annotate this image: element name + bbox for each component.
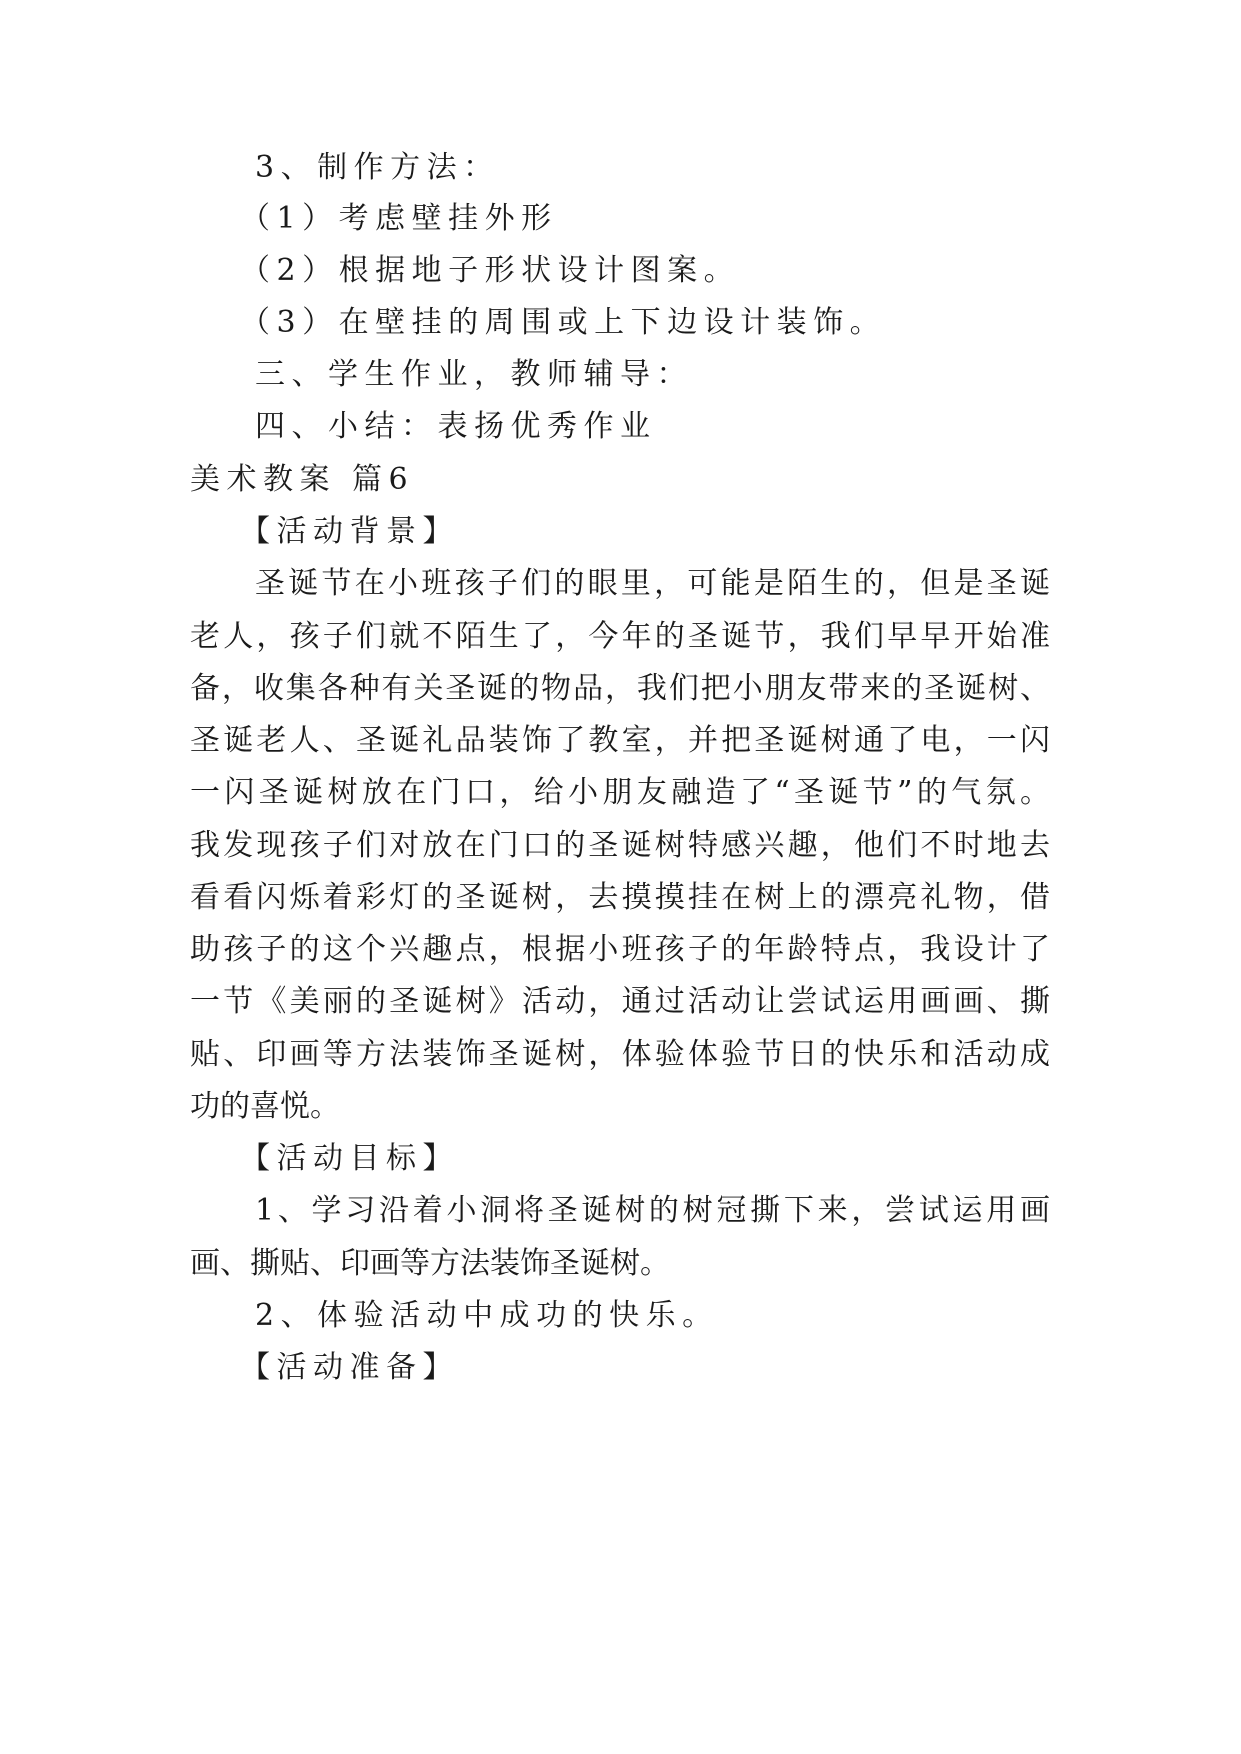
background-line-6: 我发现孩子们对放在门口的圣诞树特感兴趣，他们不时地去 <box>190 828 1050 863</box>
method-step-1: （1）考虑壁挂外形 <box>240 201 558 236</box>
method-heading: 3、制作方法： <box>255 150 500 185</box>
goal-1-line-1: 1、学习沿着小洞将圣诞树的树冠撕下来，尝试运用画 <box>255 1193 1050 1228</box>
background-line-5: 一闪圣诞树放在门口，给小朋友融造了“圣诞节”的气氛。 <box>190 775 1050 810</box>
method-step-2: （2）根据地子形状设计图案。 <box>240 253 741 288</box>
background-line-10: 贴、印画等方法装饰圣诞树，体验体验节日的快乐和活动成 <box>190 1037 1050 1072</box>
background-line-2: 老人，孩子们就不陌生了，今年的圣诞节，我们早早开始准 <box>190 619 1050 654</box>
background-line-11: 功的喜悦。 <box>190 1089 340 1124</box>
article-title: 美术教案 篇6 <box>190 462 415 497</box>
goal-2: 2、体验活动中成功的快乐。 <box>255 1298 719 1333</box>
background-line-8: 助孩子的这个兴趣点，根据小班孩子的年龄特点，我设计了 <box>190 932 1050 967</box>
background-heading: 【活动背景】 <box>240 514 459 549</box>
background-line-9: 一节《美丽的圣诞树》活动，通过活动让尝试运用画画、撕 <box>190 984 1050 1019</box>
section-3-heading: 三、学生作业，教师辅导： <box>255 357 693 392</box>
background-line-3: 备，收集各种有关圣诞的物品，我们把小朋友带来的圣诞树、 <box>190 671 1050 706</box>
background-line-4: 圣诞老人、圣诞礼品装饰了教室，并把圣诞树通了电，一闪 <box>190 723 1050 758</box>
background-line-7: 看看闪烁着彩灯的圣诞树，去摸摸挂在树上的漂亮礼物，借 <box>190 880 1050 915</box>
section-4-heading: 四、小结：表扬优秀作业 <box>255 409 657 444</box>
prep-heading: 【活动准备】 <box>240 1350 459 1385</box>
goal-1-line-2: 画、撕贴、印画等方法装饰圣诞树。 <box>190 1246 670 1281</box>
method-step-3: （3）在壁挂的周围或上下边设计装饰。 <box>240 305 887 340</box>
goals-heading: 【活动目标】 <box>240 1141 459 1176</box>
background-line-1: 圣诞节在小班孩子们的眼里，可能是陌生的，但是圣诞 <box>255 566 1050 601</box>
